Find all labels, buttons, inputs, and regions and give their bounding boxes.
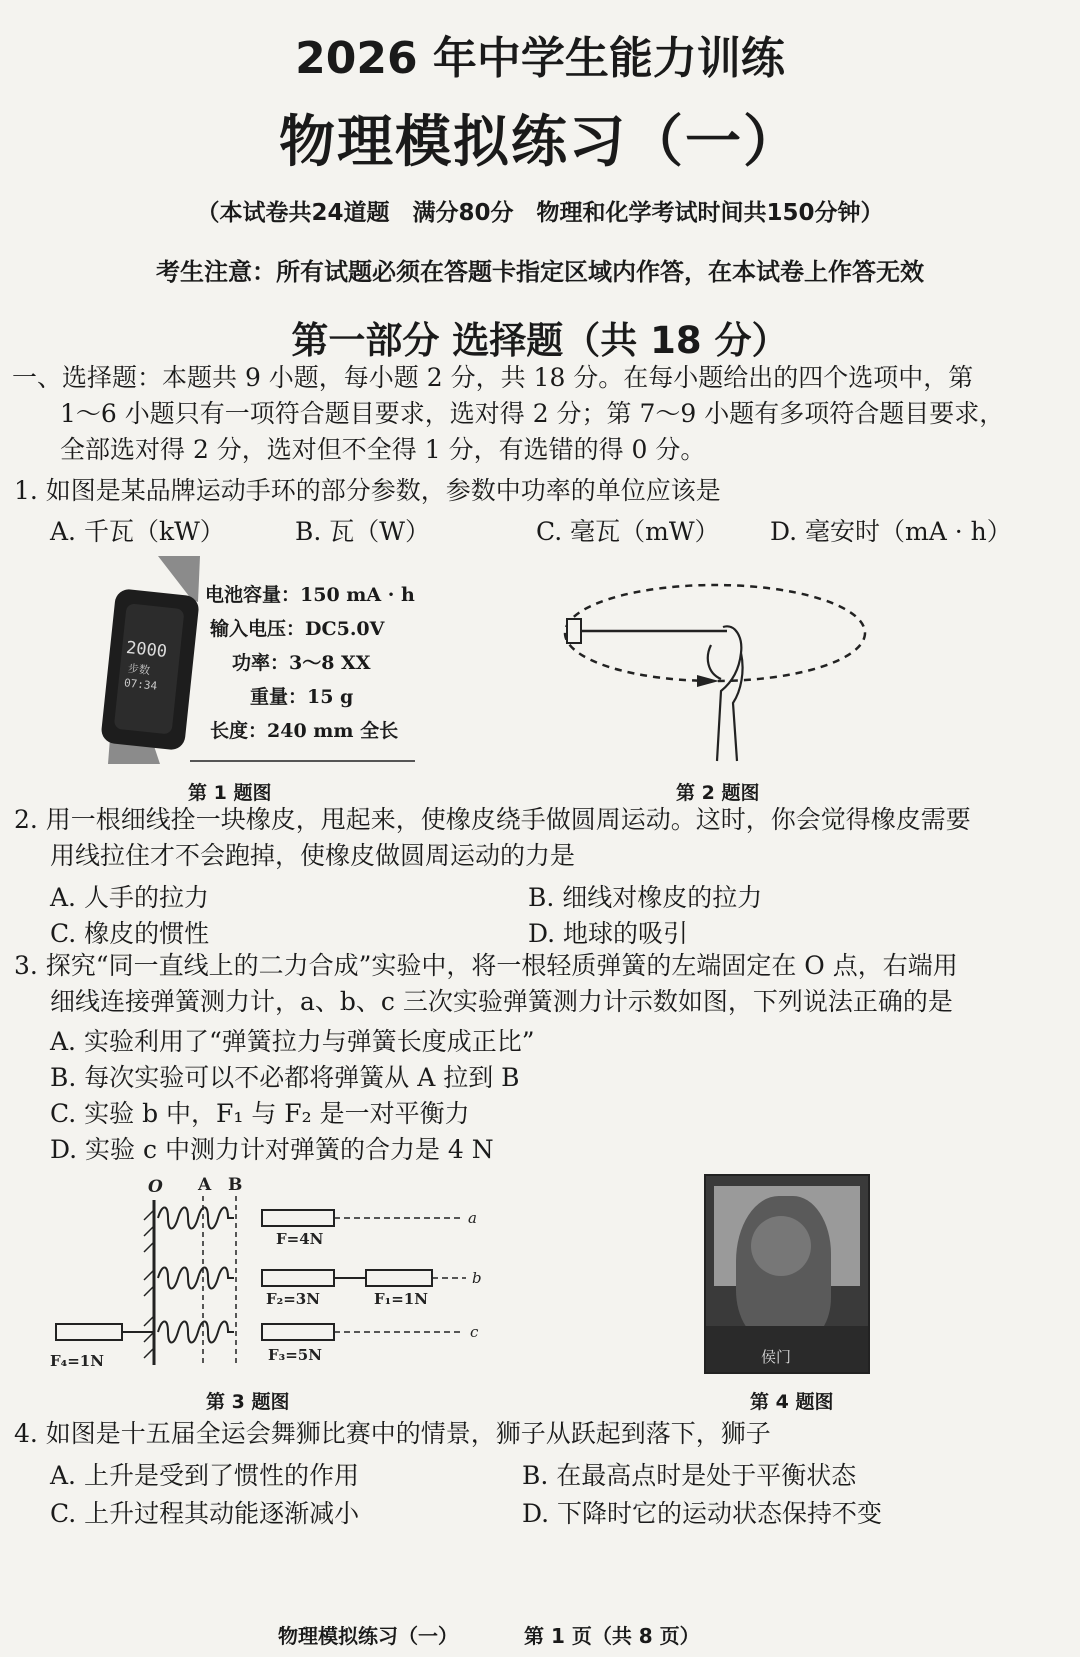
- point-label-o: O: [148, 1177, 163, 1197]
- q1-option-a: A. 千瓦（kW）: [50, 517, 225, 546]
- figure-1-caption: 第 1 题图: [188, 782, 272, 804]
- spring-force-diagram: [40, 1170, 500, 1375]
- figure-2-caption: 第 2 题图: [676, 782, 760, 804]
- page-number: 第 1 页（共 8 页）: [524, 1624, 700, 1648]
- question-4-stem: 4. 如图是十五届全运会舞狮比赛中的情景，狮子从跃起到落下，狮子: [14, 1419, 771, 1448]
- band-spec-voltage: 输入电压：DC5.0V: [210, 618, 385, 640]
- row-label-c: c: [470, 1323, 479, 1341]
- circular-motion-diagram: [555, 575, 875, 765]
- question-2-stem-line-2: 用线拉住才不会跑掉，使橡皮做圆周运动的力是: [50, 841, 576, 870]
- band-screen-label: 步数: [127, 661, 151, 678]
- instructions-line-1: 一、选择题：本题共 9 小题，每小题 2 分，共 18 分。在每小题给出的四个选项中，第: [12, 363, 974, 392]
- figure-3-caption: 第 3 题图: [206, 1391, 290, 1413]
- force-label-f4: F₄=1N: [50, 1352, 104, 1370]
- band-screen-steps: 2000: [125, 637, 168, 663]
- figure-4-caption: 第 4 题图: [750, 1391, 834, 1413]
- exam-info: （本试卷共24道题 满分80分 物理和化学考试时间共150分钟）: [196, 200, 884, 226]
- question-2-stem-line-1: 2. 用一根细线拴一块橡皮，甩起来，使橡皮绕手做圆周运动。这时，你会觉得橡皮需要: [14, 805, 971, 834]
- force-label-f1: F₁=1N: [374, 1290, 428, 1308]
- question-3-stem-line-1: 3. 探究“同一直线上的二力合成”实验中，将一根轻质弹簧的左端固定在 O 点，右端用: [14, 951, 958, 980]
- q4-option-b: B. 在最高点时是处于平衡状态: [522, 1461, 857, 1490]
- q4-option-d: D. 下降时它的运动状态保持不变: [522, 1499, 883, 1528]
- question-3-stem-line-2: 细线连接弹簧测力计，a、b、c 三次实验弹簧测力计示数如图，下列说法正确的是: [50, 987, 953, 1016]
- photo-banner-text: 侯门: [761, 1348, 792, 1366]
- exam-series-title: 2026 年中学生能力训练: [295, 33, 785, 84]
- point-label-b: B: [228, 1175, 243, 1195]
- page-title: 物理模拟练习（一）: [279, 110, 801, 175]
- band-spec-power: 功率：3～8 XX: [232, 652, 371, 674]
- section-heading: 第一部分 选择题（共 18 分）: [291, 319, 789, 362]
- row-label-b: b: [472, 1269, 482, 1287]
- band-screen-time: 07:34: [123, 676, 158, 693]
- force-label-f3: F₃=5N: [268, 1346, 322, 1364]
- q2-option-d: D. 地球的吸引: [528, 919, 689, 948]
- q3-option-d: D. 实验 c 中测力计对弹簧的合力是 4 N: [50, 1135, 494, 1164]
- exam-notice: 考生注意：所有试题必须在答题卡指定区域内作答，在本试卷上作答无效: [156, 258, 924, 286]
- band-spec-length: 长度：240 mm 全长: [210, 720, 399, 742]
- lion-dance-photo: [704, 1174, 870, 1374]
- footer-title: 物理模拟练习（一）: [278, 1624, 458, 1648]
- q1-option-b: B. 瓦（W）: [295, 517, 430, 546]
- row-label-a: a: [468, 1209, 477, 1227]
- q2-option-a: A. 人手的拉力: [50, 883, 209, 912]
- q3-option-c: C. 实验 b 中，F₁ 与 F₂ 是一对平衡力: [50, 1099, 470, 1128]
- q3-option-b: B. 每次实验可以不必都将弹簧从 A 拉到 B: [50, 1063, 520, 1092]
- q2-option-c: C. 橡皮的惯性: [50, 919, 210, 948]
- instructions-line-3: 全部选对得 2 分，选对但不全得 1 分，有选错的得 0 分。: [60, 435, 706, 464]
- force-label-f2: F₂=3N: [266, 1290, 320, 1308]
- question-1-stem: 1. 如图是某品牌运动手环的部分参数，参数中功率的单位应该是: [14, 476, 721, 505]
- band-spec-battery: 电池容量：150 mA · h: [205, 584, 415, 606]
- instructions-line-2: 1～6 小题只有一项符合题目要求，选对得 2 分；第 7～9 小题有多项符合题目要求，: [60, 399, 1005, 428]
- q1-option-d: D. 毫安时（mA · h）: [770, 517, 1012, 546]
- band-spec-weight: 重量：15 g: [250, 686, 354, 708]
- q1-option-c: C. 毫瓦（mW）: [536, 517, 720, 546]
- q3-option-a: A. 实验利用了“弹簧拉力与弹簧长度成正比”: [50, 1027, 535, 1056]
- q2-option-b: B. 细线对橡皮的拉力: [528, 883, 763, 912]
- force-label-f: F=4N: [276, 1230, 324, 1248]
- spec-divider: [190, 760, 415, 762]
- point-label-a: A: [198, 1175, 212, 1195]
- q4-option-c: C. 上升过程其动能逐渐减小: [50, 1499, 360, 1528]
- q4-option-a: A. 上升是受到了惯性的作用: [50, 1461, 359, 1490]
